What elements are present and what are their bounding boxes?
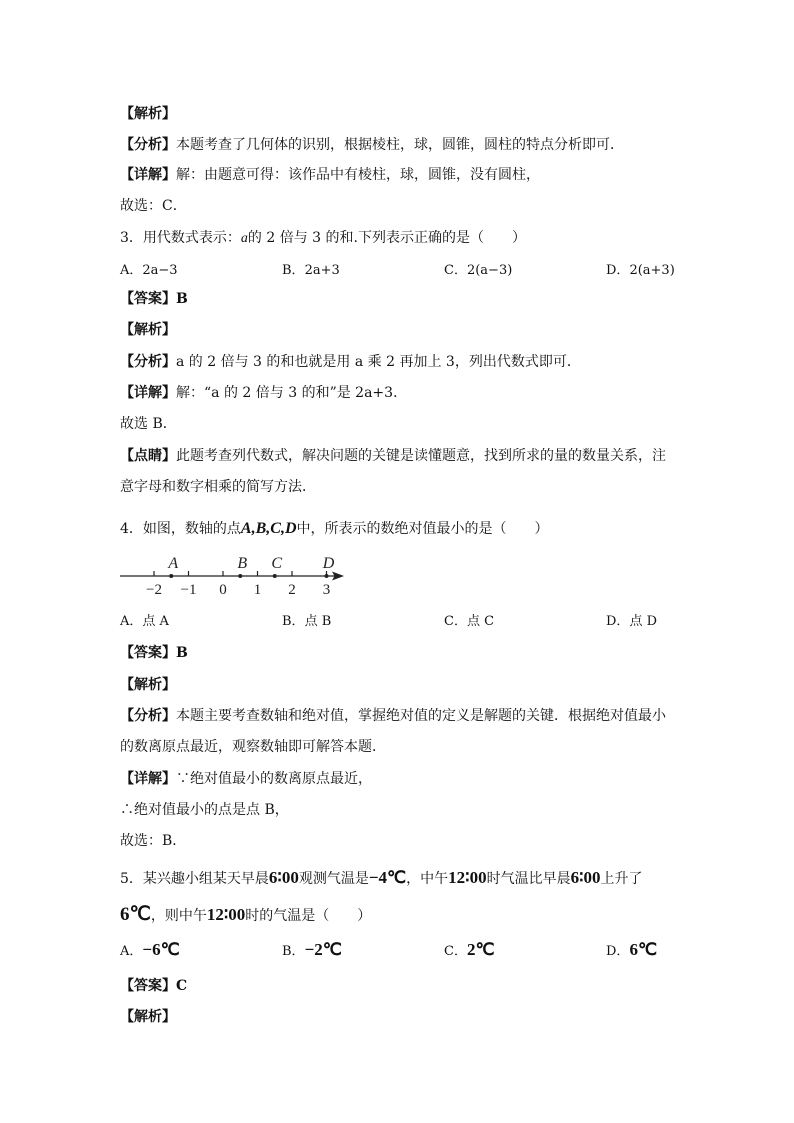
q3-choice: 故选 B． [120,416,177,432]
q3-stem-b: 的 2 倍与 3 的和.下列表示正确的是（ ） [247,230,526,246]
q4-option-a [120,612,169,632]
q5-jiexi: 【解析】 [120,1009,176,1025]
option-text: 2℃ [466,940,495,959]
section-jiexi: 【解析】 [120,106,176,122]
q5-option-d [606,940,657,962]
axis-tick-label: −2 [146,582,162,598]
option-label: B． [282,614,305,629]
option-label: A． [120,944,143,959]
option-label: B． [282,263,305,278]
q5-option-c [444,940,495,962]
option-label: D． [606,944,630,959]
option-label: C． [444,614,467,629]
q5-stem-b: 观测气温是 [298,871,369,887]
q5-stem-c: ，中午 [406,871,449,887]
q3-jiexi: 【解析】 [120,322,176,338]
axis-point-label: A [168,555,179,572]
q5-stem-d: 时气温比早晨 [486,871,571,887]
comment-tag: 【点睛】 [120,448,176,464]
detail-text: 解：“a 的 2 倍与 3 的和”是 2a+3． [176,385,408,401]
comment-text: 此题考查列代数式，解决问题的关键是读懂题意，找到所求的量的数量关系，注 [176,448,666,464]
q5-option-a [120,940,180,962]
analysis-tag: 【分析】 [120,354,176,370]
q5-stem-f: ，则中午 [150,908,207,924]
option-text: 2a+3 [304,263,340,278]
option-label: C． [444,944,467,959]
q4-stem-a: 4．如图，数轴的点 [120,521,241,537]
detail-text: ∵绝对值最小的数离原点最近， [176,771,372,787]
detail-tag: 【详解】 [120,385,176,401]
q4-detail-cont: ∴绝对值最小的点是点 B， [120,802,289,818]
q5-time-2: 12∶00 [448,868,487,887]
q3-comment-cont: 意字母和数字相乘的简写方法． [120,479,316,495]
axis-point [273,574,277,578]
analysis-text: 本题考查了几何体的识别，根据棱柱，球，圆锥，圆柱的特点分析即可． [176,137,624,153]
option-text: −6℃ [142,940,180,959]
option-text: 6℃ [629,940,658,959]
option-label: A． [120,614,143,629]
analysis-text: 本题主要考查数轴和绝对值，掌握绝对值的定义是解题的关键．根据绝对值最小 [176,708,666,724]
q4-option-c [444,612,494,632]
option-text: 点 B [304,614,332,629]
axis-tick-label: 3 [322,582,331,598]
choice-line: 故选：C． [120,198,187,214]
q3-stem-a: 3．用代数式表示： [120,230,241,246]
q4-stem-points: A,B,C,D [240,520,297,537]
q5-time-3: 6∶00 [570,868,601,887]
q3-detail [120,383,407,403]
q5-stem-cont [120,905,371,926]
q4-stem-b: 中，所表示的数绝对值最小的是（ ） [296,521,549,537]
option-text: 2(a−3) [466,263,513,278]
axis-point [325,574,329,578]
option-label: C． [444,263,467,278]
option-text: 点 A [142,614,169,629]
q3-answer: 【答案】B [120,291,188,307]
option-text: 2(a+3) [629,263,675,278]
q5-time-4: 12∶00 [206,905,246,924]
axis-tick-label: −1 [180,582,197,598]
axis-point-label: B [237,555,248,572]
axis-tick-label: 1 [253,582,262,598]
q4-analysis-cont: 的数离原点最近，观察数轴即可解答本题． [120,739,386,755]
q5-stem-e: 上升了 [600,871,643,887]
option-label: A． [120,263,143,278]
q3-stem [120,228,526,249]
option-label: D． [606,263,630,278]
axis-tick-label: 2 [288,582,296,598]
detail-tag: 【详解】 [120,167,176,183]
detail-tag: 【详解】 [120,771,176,787]
q3-analysis [120,352,581,372]
q4-choice: 故选：B． [120,833,187,849]
detail-line [120,165,540,185]
q4-option-d [606,612,657,632]
q3-stem-var: a [240,231,248,246]
q5-temp-2: 6℃ [120,904,151,925]
axis-tick-label: 0 [219,582,227,598]
q5-stem-a: 5．某兴趣小组某天早晨 [120,871,269,887]
q4-option-b [282,612,331,632]
q5-time-1: 6∶00 [268,868,299,887]
q5-stem [120,868,643,889]
q4-analysis [120,706,666,726]
option-text: 点 D [629,614,657,629]
q4-stem [120,519,549,539]
q3-option-b [282,261,340,281]
axis-point-label: C [271,555,283,572]
option-text: −2℃ [304,940,342,959]
detail-text: 解：由题意可得：该作品中有棱柱，球，圆锥，没有圆柱， [176,167,540,183]
q5-option-b [282,940,342,962]
option-text: 2a−3 [142,263,178,278]
analysis-tag: 【分析】 [120,708,176,724]
q3-option-c [444,261,512,281]
q5-stem-g: 时的气温是（ ） [245,908,372,924]
option-label: B． [282,944,305,959]
q3-comment [120,446,666,466]
analysis-text: a 的 2 倍与 3 的和也就是用 a 乘 2 再加上 3，列出代数式即可． [176,354,581,370]
q5-answer: 【答案】C [120,978,188,994]
axis-point-label: D [322,555,335,572]
q4-answer: 【答案】B [120,645,188,661]
q3-option-a [120,261,178,281]
q4-detail [120,769,372,789]
option-text: 点 C [466,614,495,629]
axis-point [238,574,242,578]
q3-option-d [606,261,675,281]
axis-point [169,574,173,578]
q5-temp-1: −4℃ [368,868,407,887]
q4-jiexi: 【解析】 [120,677,176,693]
number-line-figure [116,550,356,600]
analysis-line [120,135,624,155]
analysis-tag: 【分析】 [120,137,176,153]
option-label: D． [606,614,630,629]
